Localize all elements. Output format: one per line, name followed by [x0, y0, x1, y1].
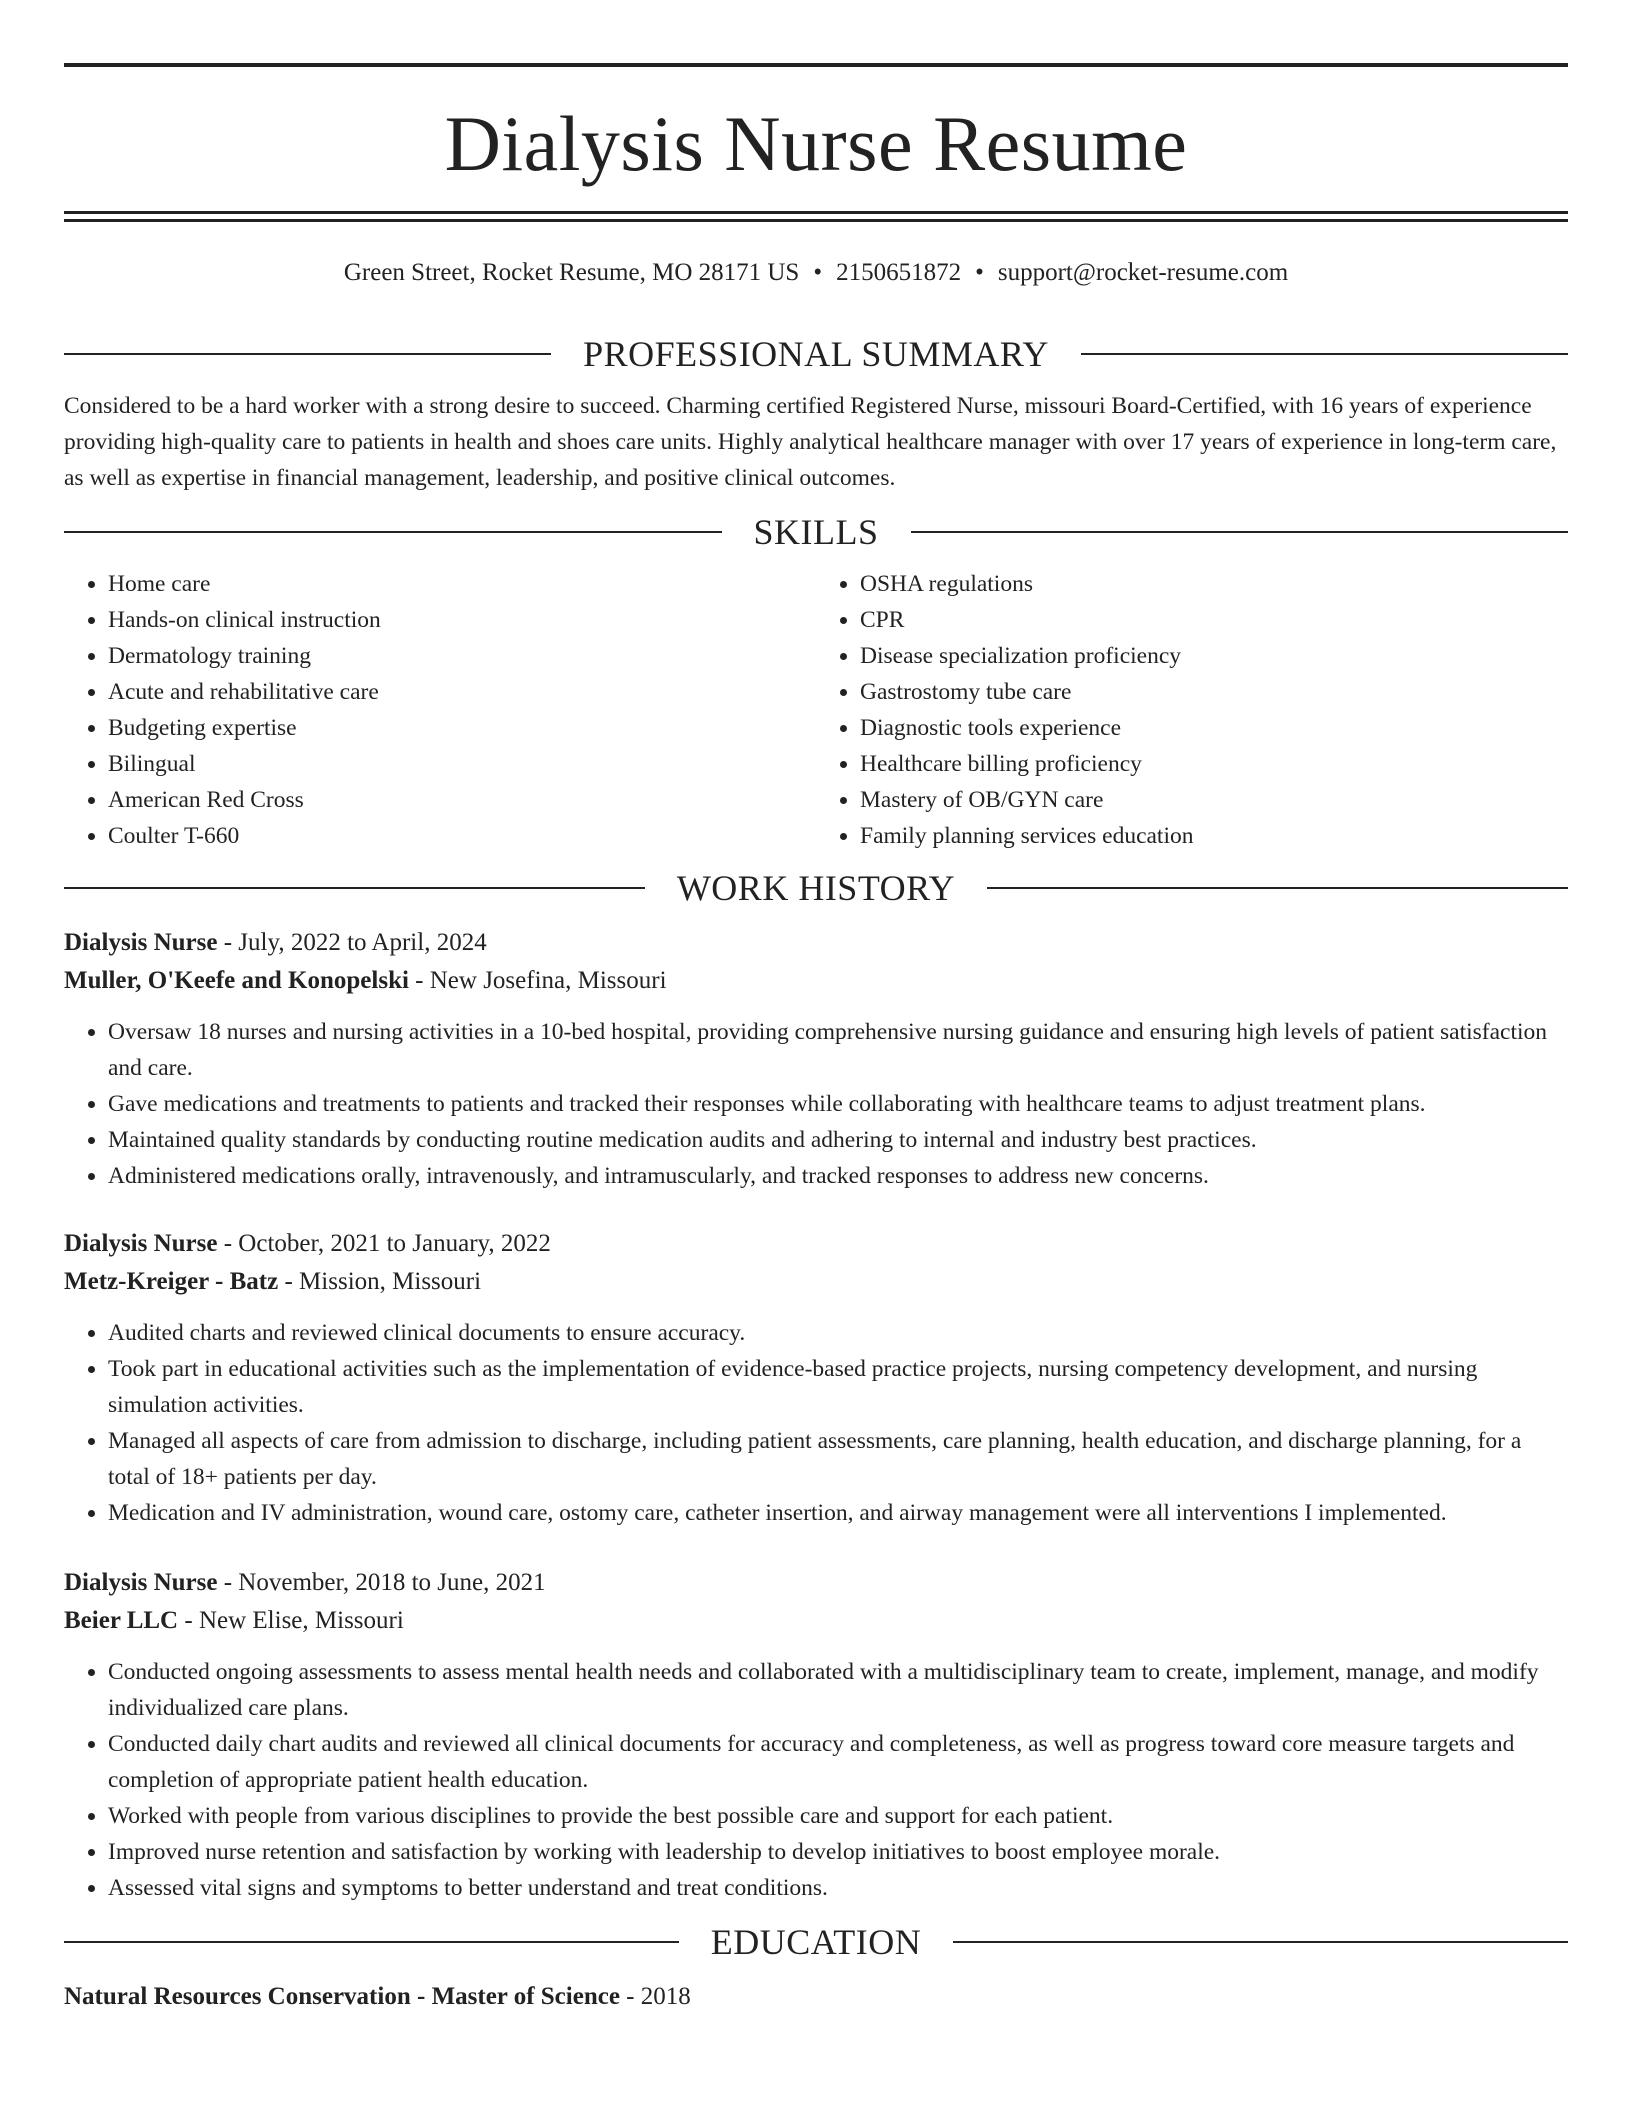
job-location: - Mission, Missouri	[278, 1268, 482, 1295]
job-location: - New Elise, Missouri	[178, 1607, 404, 1634]
job-entry	[64, 1225, 1568, 1531]
top-rule	[64, 63, 1568, 67]
job-company: Metz-Kreiger - Batz	[64, 1268, 279, 1295]
work-heading	[64, 870, 1568, 906]
job-title-line	[64, 1225, 1568, 1263]
skill-item: • Gastrostomy tube care	[860, 674, 1568, 710]
skill-item: • Healthcare billing proficiency	[860, 746, 1568, 782]
job-title-line	[64, 924, 1568, 962]
education-degree: Master of Science	[431, 1983, 620, 2010]
job-bullet: • Conducted ongoing assessments to assess mental health needs and collaborated with a multidisciplinary team to create, implement, manage, and modify individualized care plans.	[108, 1654, 1568, 1726]
job-bullets	[64, 1315, 1568, 1531]
job-bullets	[64, 1014, 1568, 1194]
skill-item: • Bilingual	[108, 746, 816, 782]
job-bullet: • Oversaw 18 nurses and nursing activities in a 10-bed hospital, providing comprehensive nursing guidance and ensuring high levels of patient satisfaction and care.	[108, 1014, 1568, 1086]
job-entry	[64, 924, 1568, 1194]
job-dates: - October, 2021 to January, 2022	[217, 1230, 551, 1257]
job-company: Beier LLC	[64, 1607, 179, 1634]
title-double-rule	[64, 211, 1568, 222]
summary-text: Considered to be a hard worker with a strong desire to succeed. Charming certified Registered Nurse, missouri Board-Certified, with 16 years of experience providing high-quality care to patients in health and shoes care units. Highly analytical healthcare manager with over 17 years of experience in long-term care, as well as expertise in financial management, leadership, and positive clinical outcomes.	[64, 393, 1557, 491]
job-dates: - November, 2018 to June, 2021	[217, 1569, 546, 1596]
job-title-line	[64, 1564, 1568, 1602]
job-title: Dialysis Nurse	[64, 1230, 218, 1257]
skill-item: • OSHA regulations	[860, 566, 1568, 602]
job-location: - New Josefina, Missouri	[408, 967, 667, 994]
skill-item: • Coulter T-660	[108, 818, 816, 854]
job-company-line	[64, 962, 1568, 1000]
skill-item: • Home care	[108, 566, 816, 602]
skill-item: • CPR	[860, 602, 1568, 638]
job-bullets	[64, 1654, 1568, 1906]
skills-column-right	[816, 566, 1568, 854]
job-bullet: • Worked with people from various disciplines to provide the best possible care and support for each patient.	[108, 1798, 1568, 1834]
job-bullet: • Gave medications and treatments to patients and tracked their responses while collaborating with healthcare teams to adjust treatment plans.	[108, 1086, 1568, 1122]
skill-item: • Budgeting expertise	[108, 710, 816, 746]
heading-rule	[64, 1941, 679, 1943]
education-year: - 2018	[619, 1983, 691, 2010]
skill-item: • Diagnostic tools experience	[860, 710, 1568, 746]
job-title: Dialysis Nurse	[64, 1569, 218, 1596]
job-bullet: • Conducted daily chart audits and reviewed all clinical documents for accuracy and completeness, as well as progress toward core measure targets and completion of appropriate patient health education.	[108, 1726, 1568, 1798]
skill-item: • Family planning services education	[860, 818, 1568, 854]
education-field: Natural Resources Conservation	[64, 1983, 411, 2010]
education-heading	[64, 1924, 1568, 1960]
work-heading-label: WORK HISTORY	[676, 868, 956, 908]
skill-item: • Dermatology training	[108, 638, 816, 674]
heading-rule	[1081, 353, 1568, 355]
skills-heading-label: SKILLS	[753, 512, 879, 552]
skill-item: • Hands-on clinical instruction	[108, 602, 816, 638]
heading-rule	[64, 353, 551, 355]
job-bullet: • Administered medications orally, intravenously, and intramuscularly, and tracked responses to address new concerns.	[108, 1158, 1568, 1194]
job-bullet: • Audited charts and reviewed clinical documents to ensure accuracy.	[108, 1315, 1568, 1351]
page-title: Dialysis Nurse Resume	[444, 100, 1188, 187]
skill-item: • Acute and rehabilitative care	[108, 674, 816, 710]
job-company-line	[64, 1263, 1568, 1301]
heading-rule	[953, 1941, 1568, 1943]
heading-rule	[987, 887, 1568, 889]
contact-phone: 2150651872	[836, 259, 962, 286]
contact-line	[64, 258, 1568, 288]
job-bullet: • Assessed vital signs and symptoms to better understand and treat conditions.	[108, 1870, 1568, 1906]
contact-separator: •	[975, 259, 984, 286]
job-bullet: • Took part in educational activities such as the implementation of evidence-based practice projects, nursing competency development, and nursing simulation activities.	[108, 1351, 1568, 1423]
job-bullet: • Maintained quality standards by conducting routine medication audits and adhering to internal and industry best practices.	[108, 1122, 1568, 1158]
job-company: Muller, O'Keefe and Konopelski	[64, 967, 409, 994]
job-dates: - July, 2022 to April, 2024	[217, 929, 487, 956]
job-entry	[64, 1564, 1568, 1906]
education-heading-label: EDUCATION	[710, 1922, 922, 1962]
job-bullet: • Medication and IV administration, wound care, ostomy care, catheter insertion, and airway management were all interventions I implemented.	[108, 1495, 1568, 1531]
job-title: Dialysis Nurse	[64, 929, 218, 956]
skill-item: • American Red Cross	[108, 782, 816, 818]
heading-rule	[911, 531, 1569, 533]
job-bullet: • Managed all aspects of care from admission to discharge, including patient assessments, care planning, health education, and discharge planning, for a total of 18+ patients per day.	[108, 1423, 1568, 1495]
contact-separator: •	[813, 259, 823, 286]
heading-rule	[64, 531, 722, 533]
education-entry: Natural Resources Conservation - Master of Science - 2018	[64, 1983, 691, 2010]
resume-page	[64, 0, 1568, 2016]
skills-column-left	[64, 566, 816, 854]
contact-address: Green Street, Rocket Resume, MO 28171 US	[343, 259, 800, 286]
skills-list	[64, 566, 1568, 854]
job-company-line	[64, 1602, 1568, 1640]
heading-rule	[64, 887, 645, 889]
skill-item: • Mastery of OB/GYN care	[860, 782, 1568, 818]
contact-email: support@rocket-resume.com	[997, 259, 1289, 286]
summary-heading-label: PROFESSIONAL SUMMARY	[583, 334, 1049, 374]
skills-heading	[64, 514, 1568, 550]
job-bullet: • Improved nurse retention and satisfaction by working with leadership to develop initiatives to boost employee morale.	[108, 1834, 1568, 1870]
summary-heading	[64, 336, 1568, 372]
skill-item: • Disease specialization proficiency	[860, 638, 1568, 674]
